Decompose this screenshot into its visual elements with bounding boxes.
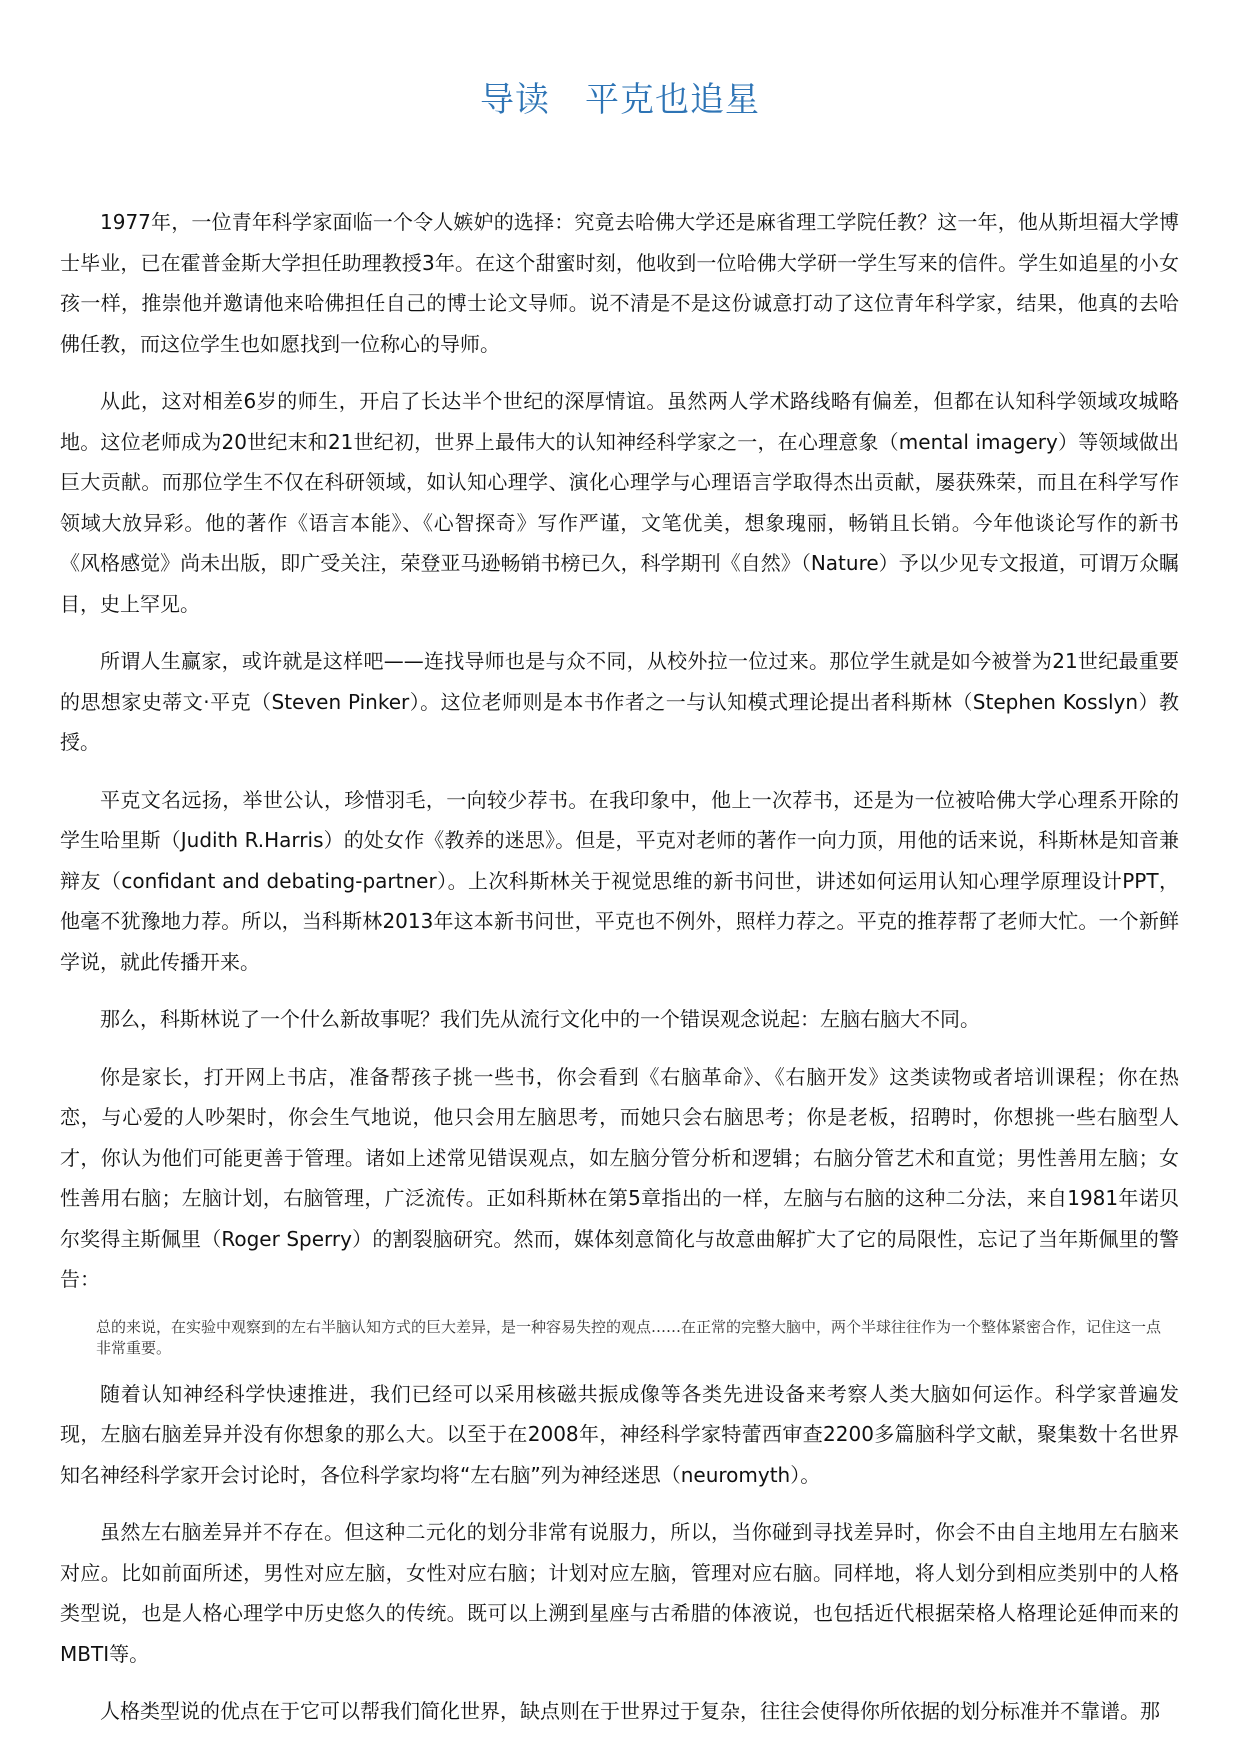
paragraph: 平克文名远扬，举世公认，珍惜羽毛，一向较少荐书。在我印象中，他上一次荐书，还是为一位被哈佛大学心理系开除的学生哈里斯（Judith R.Harris）的处女作《教养的迷思》。但是，平克对老师的著作一向力顶，用他的话来说，科斯林是知音兼辩友（confidant and debating-partner）。上次科斯林关于视觉思维的新书问世，讲述如何运用认知心理学原理设计PPT，他毫不犹豫地力荐。所以，当科斯林2013年这本新书问世，平克也不例外，照样力荐之。平克的推荐帮了老师大忙。一个新鲜学说，就此传播开来。: [60, 787, 1179, 974]
paragraph: 人格类型说的优点在于它可以帮我们简化世界，缺点则在于世界过于复杂，往往会使得你所依据的划分标准并不靠谱。那: [100, 1699, 1160, 1723]
paragraph: 随着认知神经科学快速推进，我们已经可以采用核磁共振成像等各类先进设备来考察人类大脑如何运作。科学家普遍发现，左脑右脑差异并没有你想象的那么大。以至于在2008年，神经科学家特蕾西审查2200多篇脑科学文献，聚集数十名世界知名神经科学家开会讨论时，各位科学家均将“左右脑”列为神经迷思（neuromyth）。: [60, 1381, 1179, 1487]
paragraph: 从此，这对相差6岁的师生，开启了长达半个世纪的深厚情谊。虽然两人学术路线略有偏差，但都在认知科学领域攻城略地。这位老师成为20世纪末和21世纪初，世界上最伟大的认知神经科学家之一，在心理意象（mental imagery）等领域做出巨大贡献。而那位学生不仅在科研领域，如认知心理学、演化心理学与心理语言学取得杰出贡献，屡获殊荣，而且在科学写作领域大放异彩。他的著作《语言本能》、《心智探奇》写作严谨，文笔优美，想象瑰丽，畅销且长销。今年他谈论写作的新书《风格感觉》尚未出版，即广受关注，荣登亚马逊畅销书榜已久，科学期刊《自然》（Nature）予以少见专文报道，可谓万众瞩目，史上罕见。: [60, 389, 1179, 616]
paragraph: 你是家长，打开网上书店，准备帮孩子挑一些书，你会看到《右脑革命》、《右脑开发》这类读物或者培训课程；你在热恋，与心爱的人吵架时，你会生气地说，他只会用左脑思考，而她只会右脑思考；你是老板，招聘时，你想挑一些右脑型人才，你认为他们可能更善于管理。诸如上述常见错误观点，如左脑分管分析和逻辑；右脑分管艺术和直觉；男性善用左脑；女性善用右脑；左脑计划，右脑管理，广泛流传。正如科斯林在第5章指出的一样，左脑与右脑的这种二分法，来自1981年诺贝尔奖得主斯佩里（Roger Sperry）的割裂脑研究。然而，媒体刻意简化与故意曲解扩大了它的局限性，忘记了当年斯佩里的警告：: [60, 1064, 1179, 1291]
paragraph: 所谓人生赢家，或许就是这样吧——连找导师也是与众不同，从校外拉一位过来。那位学生就是如今被誉为21世纪最重要的思想家史蒂文·平克（Steven Pinker）。这位老师则是本书作者之一与认知模式理论提出者科斯林（Stephen Kosslyn）教授。: [60, 649, 1179, 754]
block-quote: 总的来说，在实验中观察到的左右半脑认知方式的巨大差异，是一种容易失控的观点……在正常的完整大脑中，两个半球往往作为一个整体紧密合作，记住这一点非常重要。: [96, 1317, 1162, 1357]
body-text: [60, 202, 1179, 1749]
paragraph: 虽然左右脑差异并不存在。但这种二元化的划分非常有说服力，所以，当你碰到寻找差异时，你会不由自主地用左右脑来对应。比如前面所述，男性对应左脑，女性对应右脑；计划对应左脑，管理对应右脑。同样地，将人划分到相应类别中的人格类型说，也是人格心理学中历史悠久的传统。既可以上溯到星座与古希腊的体液说，也包括近代根据荣格人格理论延伸而来的MBTI等。: [60, 1520, 1179, 1666]
paragraph: 1977年，一位青年科学家面临一个令人嫉妒的选择：究竟去哈佛大学还是麻省理工学院任教？这一年，他从斯坦福大学博士毕业，已在霍普金斯大学担任助理教授3年。在这个甜蜜时刻，他收到一位哈佛大学研一学生写来的信件。学生如追星的小女孩一样，推崇他并邀请他来哈佛担任自己的博士论文导师。说不清是不是这份诚意打动了这位青年科学家，结果，他真的去哈佛任教，而这位学生也如愿找到一位称心的导师。: [60, 210, 1179, 356]
page-title: 导读 平克也追星: [480, 80, 760, 120]
paragraph: 那么，科斯林说了一个什么新故事呢？我们先从流行文化中的一个错误观念说起：左脑右脑大不同。: [100, 1007, 980, 1031]
